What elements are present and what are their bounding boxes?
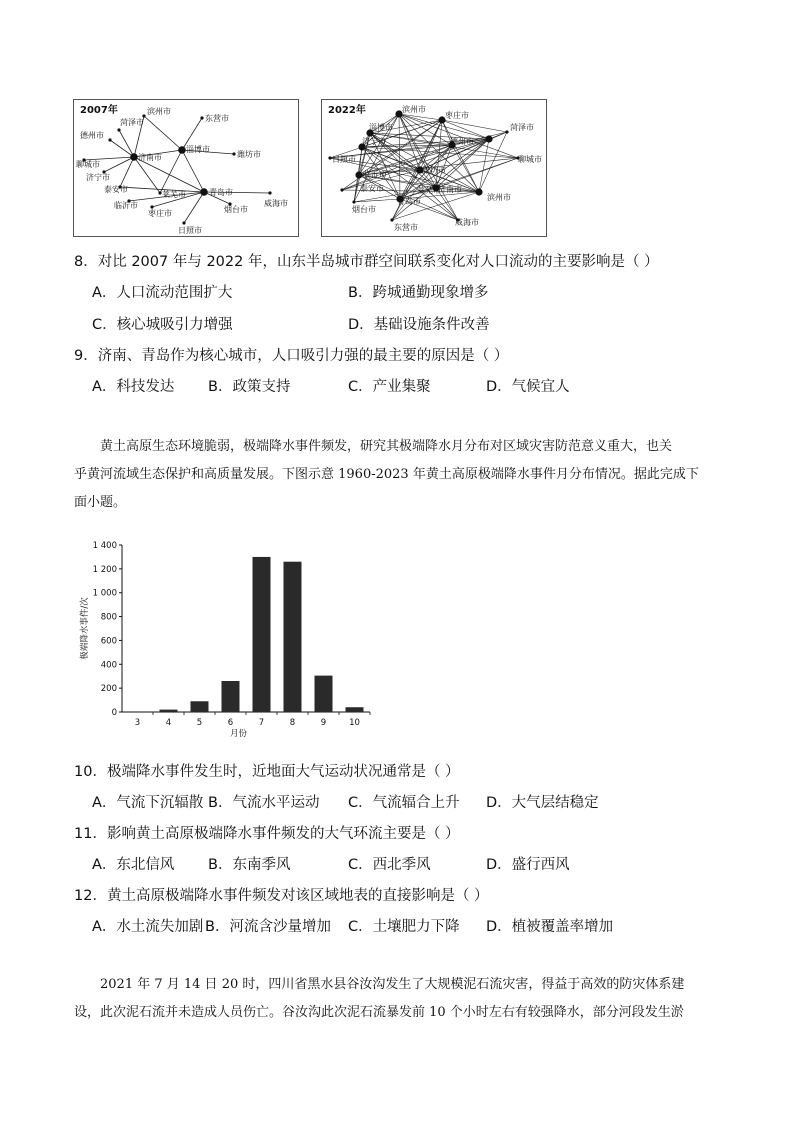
passage-line: 乎黄河流域生态保护和高质量发展。下图示意 1960-2023 年黄土高原极端降水事件月分布情况。据此完成下 bbox=[74, 467, 699, 482]
x-tick-label: 9 bbox=[320, 718, 327, 728]
q12-option-a: A．水土流失加剧 bbox=[92, 919, 204, 935]
y-tick-label: 400 bbox=[100, 660, 117, 671]
city-node bbox=[475, 188, 482, 195]
q12-option-c: C．土壤肥力下降 bbox=[348, 919, 460, 935]
passage-line: 设，此次泥石流并未造成人员伤亡。谷汝沟此次泥石流暴发前 10 个小时左右有较强降水，部分河段发生淤 bbox=[74, 1005, 684, 1020]
q10-option-b: B．气流水平运动 bbox=[208, 795, 320, 811]
city-label: 枣庄市 bbox=[445, 111, 469, 120]
q8-option-a: A．人口流动范围扩大 bbox=[92, 285, 233, 301]
city-label: 日照市 bbox=[178, 226, 202, 235]
q8-option-b: B．跨城通勤现象增多 bbox=[348, 285, 489, 301]
city-node bbox=[340, 188, 343, 191]
city-label: 德州市 bbox=[80, 131, 104, 140]
map-2007-title: 2007年 bbox=[80, 105, 118, 116]
passage-loess-plateau bbox=[74, 433, 734, 517]
question-9: 9．济南、青岛作为核心城市，人口吸引力强的最主要的原因是（ ） bbox=[74, 348, 509, 364]
bar-month-4 bbox=[160, 710, 178, 712]
city-label: 威海市 bbox=[264, 199, 288, 208]
y-tick-label: 1 400 bbox=[92, 541, 117, 551]
city-label: 滨州市 bbox=[147, 107, 171, 116]
city-label: 日照市 bbox=[332, 155, 356, 164]
city-label: 泰安市 bbox=[104, 185, 128, 194]
x-tick-label: 8 bbox=[289, 718, 296, 728]
q11-option-b: B．东南季风 bbox=[208, 857, 291, 873]
q9-option-d: D．气候宜人 bbox=[486, 379, 570, 395]
city-label: 青岛市 bbox=[397, 197, 421, 206]
q11-option-a: A．东北信风 bbox=[92, 857, 175, 873]
bar-month-5 bbox=[191, 701, 209, 712]
question-10: 10．极端降水事件发生时，近地面大气运动状况通常是（ ） bbox=[74, 764, 460, 780]
city-label: 青岛市 bbox=[209, 188, 233, 197]
q10-option-a: A．气流下沉辐散 bbox=[92, 795, 204, 811]
city-label: 莱芜市 bbox=[417, 186, 441, 195]
q8-option-d: D．基础设施条件改善 bbox=[348, 317, 490, 333]
city-label: 枣庄市 bbox=[148, 209, 172, 218]
question-8: 8．对比 2007 年与 2022 年，山东半岛城市群空间联系变化对人口流动的主要影响是（ ） bbox=[74, 254, 659, 270]
city-label: 潍坊市 bbox=[237, 150, 261, 159]
bar-month-10 bbox=[346, 707, 364, 712]
city-label: 临沂市 bbox=[363, 170, 387, 179]
city-label: 东营市 bbox=[205, 114, 229, 123]
y-tick-label: 1 200 bbox=[92, 564, 117, 575]
q10-option-d: D．大气层结稳定 bbox=[486, 795, 599, 811]
city-label: 济宁市 bbox=[86, 173, 110, 182]
city-node bbox=[505, 130, 508, 133]
city-node bbox=[355, 171, 362, 178]
y-tick-label: 200 bbox=[100, 684, 117, 695]
city-label: 聊城市 bbox=[76, 160, 100, 169]
bar-chart-svg bbox=[76, 536, 376, 746]
y-tick-label: 600 bbox=[100, 636, 117, 647]
q9-option-a: A．科技发达 bbox=[92, 379, 175, 395]
map-2022-network bbox=[322, 100, 546, 236]
city-label: 淄博市 bbox=[369, 123, 393, 132]
x-tick-label: 10 bbox=[349, 718, 360, 728]
city-label: 滨州市 bbox=[487, 193, 511, 202]
city-label: 临沂市 bbox=[114, 201, 138, 210]
passage-debris-flow bbox=[74, 971, 734, 1027]
x-tick-label: 4 bbox=[165, 718, 172, 728]
question-11: 11．影响黄土高原极端降水事件频发的大气环流主要是（ ） bbox=[74, 826, 460, 842]
bar-month-8 bbox=[284, 562, 302, 712]
map-2022-title: 2022年 bbox=[328, 105, 366, 116]
city-node bbox=[352, 200, 355, 203]
x-tick-label: 5 bbox=[196, 718, 203, 728]
city-label: 潍坊市 bbox=[422, 166, 446, 175]
x-tick-label: 7 bbox=[258, 718, 265, 728]
question-12: 12．黄土高原极端降水事件频发对该区域地表的直接影响是（ ） bbox=[74, 888, 489, 904]
map-2007-panel bbox=[73, 99, 299, 237]
map-2007-network bbox=[74, 100, 298, 236]
bar-month-7 bbox=[253, 557, 271, 712]
passage-line: 黄土高原生态环境脆弱，极端降水事件频发，研究其极端降水月分布对区域灾害防范意义重大，也关 bbox=[100, 439, 673, 454]
city-node bbox=[485, 135, 492, 142]
q12-option-b: B．河流含沙量增加 bbox=[205, 919, 331, 935]
q9-option-b: B．政策支持 bbox=[208, 379, 291, 395]
city-label: 烟台市 bbox=[224, 205, 248, 214]
x-axis-label: 月份 bbox=[230, 729, 248, 739]
y-tick-label: 0 bbox=[111, 708, 117, 718]
city-label: 济南市 bbox=[138, 153, 162, 162]
y-tick-label: 800 bbox=[100, 612, 117, 623]
q10-option-c: C．气流辐合上升 bbox=[348, 795, 460, 811]
map-2022-panel bbox=[321, 99, 547, 237]
x-tick-label: 3 bbox=[134, 718, 141, 728]
q12-option-d: D．植被覆盖率增加 bbox=[486, 919, 614, 935]
x-tick-label: 6 bbox=[227, 718, 234, 728]
city-label: 滨州市 bbox=[402, 105, 426, 114]
city-label: 东营市 bbox=[394, 223, 418, 232]
city-label: 淄博市 bbox=[186, 145, 210, 154]
extreme-precip-chart bbox=[76, 536, 376, 746]
q11-option-d: D．盛行西风 bbox=[486, 857, 570, 873]
city-label: 泰安市 bbox=[360, 184, 384, 193]
q9-option-c: C．产业集聚 bbox=[348, 379, 431, 395]
y-axis-label: 极端降水事件/次 bbox=[80, 597, 90, 660]
city-label: 烟台市 bbox=[352, 205, 376, 214]
city-label: 德州市 bbox=[450, 137, 474, 146]
city-label: 菏泽市 bbox=[510, 123, 534, 132]
passage-line: 2021 年 7 月 14 日 20 时，四川省黑水县谷汝沟发生了大规模泥石流灾害，得益于高效的防灾体系建 bbox=[100, 977, 685, 992]
city-label: 济宁市 bbox=[362, 137, 386, 146]
city-label: 菏泽市 bbox=[120, 118, 144, 127]
bar-month-6 bbox=[222, 681, 240, 712]
city-label: 济南市 bbox=[438, 185, 462, 194]
q8-option-c: C．核心城吸引力增强 bbox=[92, 317, 233, 333]
city-label: 威海市 bbox=[455, 218, 479, 227]
bar-month-9 bbox=[315, 676, 333, 712]
city-node bbox=[390, 218, 393, 221]
city-label: 聊城市 bbox=[518, 155, 542, 164]
q11-option-c: C．西北季风 bbox=[348, 857, 431, 873]
passage-line: 面小题。 bbox=[74, 495, 127, 510]
y-tick-label: 1 000 bbox=[92, 588, 117, 599]
city-label: 莱芜市 bbox=[162, 190, 186, 199]
